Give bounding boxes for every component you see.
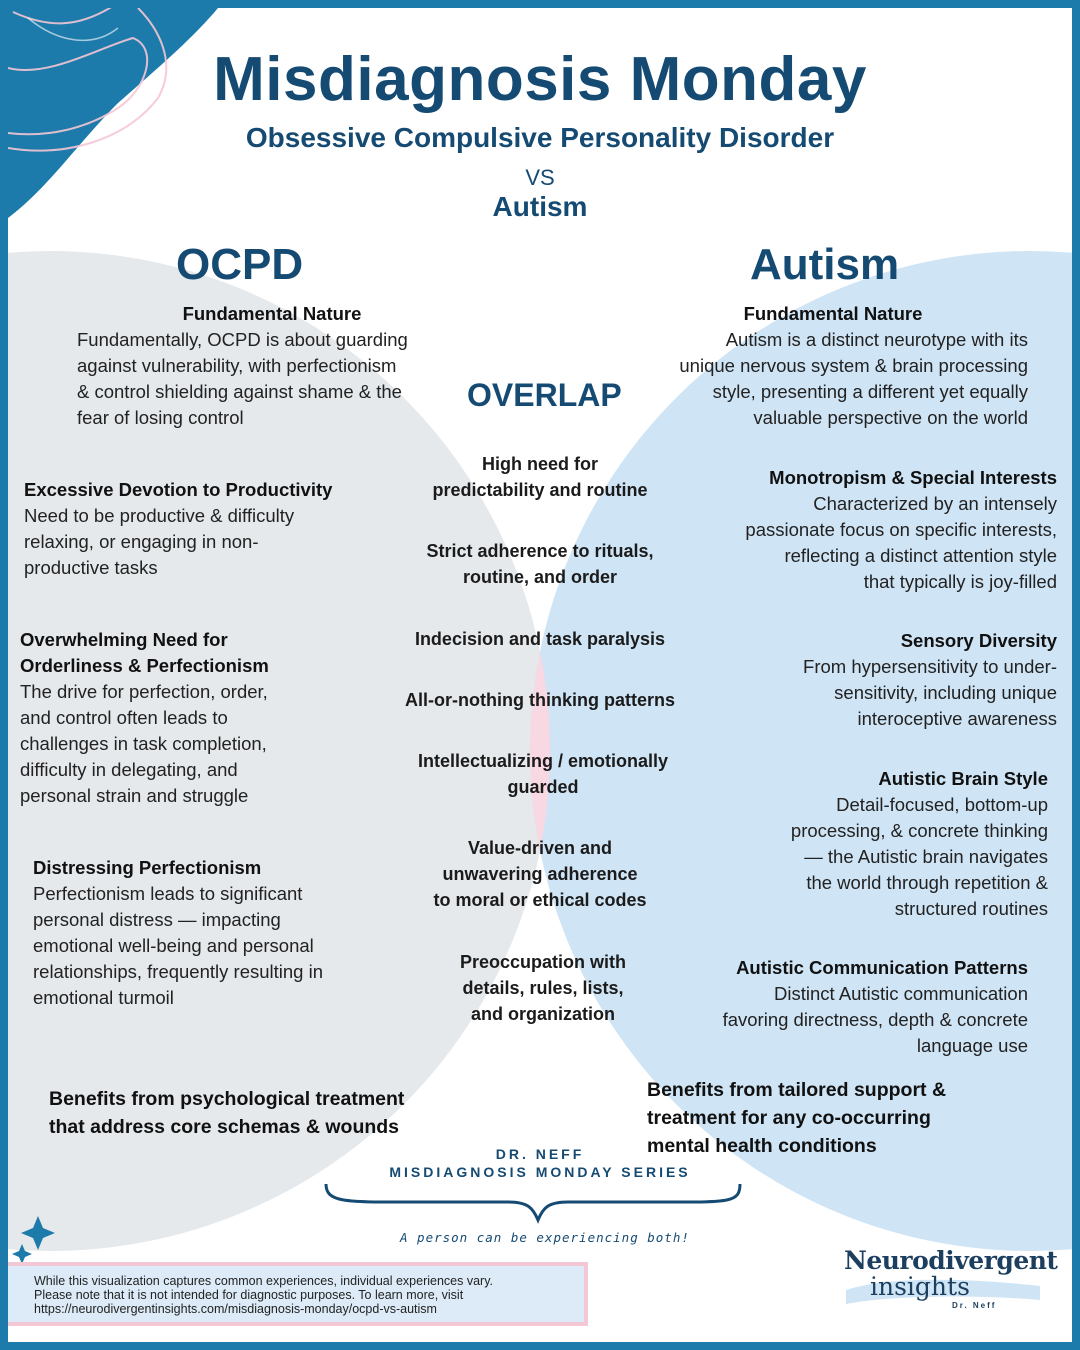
- ocpd-section-fundamental: [77, 301, 487, 431]
- page-subtitle: Obsessive Compulsive Personality Disorder: [245, 122, 835, 153]
- section-line: style, presenting a different yet equally: [712, 381, 1028, 402]
- section-line: language use: [916, 1035, 1028, 1056]
- section-heading: Autistic Brain Style: [878, 768, 1048, 789]
- section-line: interoceptive awareness: [857, 708, 1057, 729]
- section-line: relaxing, or engaging in non-: [24, 531, 259, 552]
- tagline: A person can be experiencing both!: [400, 1230, 690, 1245]
- overlap-item: Indecision and task paralysis: [414, 629, 666, 649]
- section-line: Need to be productive & difficulty: [24, 505, 295, 526]
- series-label: DR. NEFF MISDIAGNOSIS MONDAY SERIES: [389, 1146, 691, 1180]
- section-line: Perfectionism leads to significant: [33, 883, 303, 904]
- overlap-item: All-or-nothing thinking patterns: [405, 690, 675, 710]
- section-line: that typically is joy-filled: [863, 571, 1057, 592]
- brand-signature: Dr. Neff: [952, 1301, 997, 1310]
- section-line: Distinct Autistic communication: [774, 983, 1028, 1004]
- ocpd-benefit: [49, 1085, 479, 1141]
- section-line: fear of losing control: [77, 407, 244, 428]
- benefit-line: that address core schemas & wounds: [49, 1116, 400, 1138]
- infographic-page: [8, 8, 1072, 1342]
- ocpd-section-orderliness: [20, 627, 360, 809]
- section-heading: Orderliness & Perfectionism: [20, 655, 269, 676]
- overlap-item: Value-driven and unwavering adherence to moral or ethical codes: [433, 838, 647, 910]
- ocpd-section-distressing: [33, 855, 403, 1011]
- section-line: Characterized by an intensely: [813, 493, 1057, 514]
- section-line: the world through repetition &: [806, 872, 1048, 893]
- section-heading: Fundamental Nature: [743, 303, 923, 324]
- disclaimer-line: While this visualization captures common experiences, individual experiences vary.: [34, 1274, 494, 1288]
- section-line: unique nervous system & brain processing: [679, 355, 1028, 376]
- ocpd-title: OCPD: [176, 240, 304, 289]
- section-line: passionate focus on specific interests,: [745, 519, 1057, 540]
- section-heading: Sensory Diversity: [900, 630, 1057, 651]
- section-heading: Fundamental Nature: [182, 303, 362, 324]
- section-line: personal strain and struggle: [20, 785, 249, 806]
- section-line: — the Autistic brain navigates: [804, 846, 1048, 867]
- page-title: Misdiagnosis Monday: [213, 45, 867, 114]
- section-line: against vulnerability, with perfectionism: [77, 355, 397, 376]
- ocpd-section-productivity: [24, 477, 404, 581]
- benefit-line: Benefits from psychological treatment: [49, 1088, 405, 1110]
- autism-section-brain-style: [708, 766, 1048, 922]
- section-line: productive tasks: [24, 557, 158, 578]
- section-line: structured routines: [894, 898, 1048, 919]
- autism-section-fundamental: [618, 301, 1028, 431]
- section-line: favoring directness, depth & concrete: [722, 1009, 1028, 1030]
- section-heading: Excessive Devotion to Productivity: [24, 479, 333, 500]
- disclaimer-link[interactable]: https://neurodivergentinsights.com/misdiagnosis-monday/ocpd-vs-autism: [34, 1302, 437, 1316]
- section-heading: Overwhelming Need for: [20, 629, 228, 650]
- benefit-line: treatment for any co-occurring: [647, 1107, 931, 1129]
- benefit-line: Benefits from tailored support &: [647, 1079, 947, 1101]
- curly-brace: [326, 1184, 740, 1220]
- autism-title: Autism: [750, 240, 900, 289]
- section-line: personal distress — impacting: [33, 909, 281, 930]
- section-heading: Autistic Communication Patterns: [736, 957, 1028, 978]
- section-line: emotional well-being and personal: [33, 935, 314, 956]
- autism-section-sensory: [708, 628, 1057, 732]
- overlap-title: OVERLAP: [467, 377, 622, 413]
- section-line: challenges in task completion,: [20, 733, 267, 754]
- section-line: The drive for perfection, order,: [20, 681, 268, 702]
- section-line: From hypersensitivity to under-: [803, 656, 1057, 677]
- section-line: sensitivity, including unique: [834, 682, 1057, 703]
- section-line: Detail-focused, bottom-up: [836, 794, 1048, 815]
- section-line: reflecting a distinct attention style: [784, 545, 1057, 566]
- overlap-item: Strict adherence to rituals, routine, and order: [426, 541, 654, 587]
- vs-label: VS: [525, 165, 555, 190]
- section-heading: Distressing Perfectionism: [33, 857, 262, 878]
- brand-name-2: insights: [870, 1272, 970, 1301]
- section-line: processing, & concrete thinking: [790, 820, 1048, 841]
- section-line: relationships, frequently resulting in: [33, 961, 323, 982]
- disclaimer-line: Please note that it is not intended for diagnostic purposes. To learn more, visit: [34, 1288, 464, 1302]
- page-subtitle-autism: Autism: [492, 191, 588, 222]
- section-line: difficulty in delegating, and: [20, 759, 238, 780]
- section-line: & control shielding against shame & the: [77, 381, 402, 402]
- section-line: Autism is a distinct neurotype with its: [725, 329, 1028, 350]
- overlap-item: Intellectualizing / emotionally guarded: [417, 751, 669, 797]
- section-line: Fundamentally, OCPD is about guarding: [77, 329, 408, 350]
- disclaimer-box: [8, 1262, 588, 1326]
- section-line: and control often leads to: [20, 707, 228, 728]
- section-line: valuable perspective on the world: [753, 407, 1028, 428]
- overlap-item: High need for predictability and routine: [432, 454, 648, 500]
- section-line: emotional turmoil: [33, 987, 174, 1008]
- benefit-line: mental health conditions: [647, 1135, 877, 1157]
- overlap-item: Preoccupation with details, rules, lists, and organization: [459, 952, 627, 1024]
- section-heading: Monotropism & Special Interests: [769, 467, 1057, 488]
- brand-name: Neurodivergent: [844, 1246, 1058, 1275]
